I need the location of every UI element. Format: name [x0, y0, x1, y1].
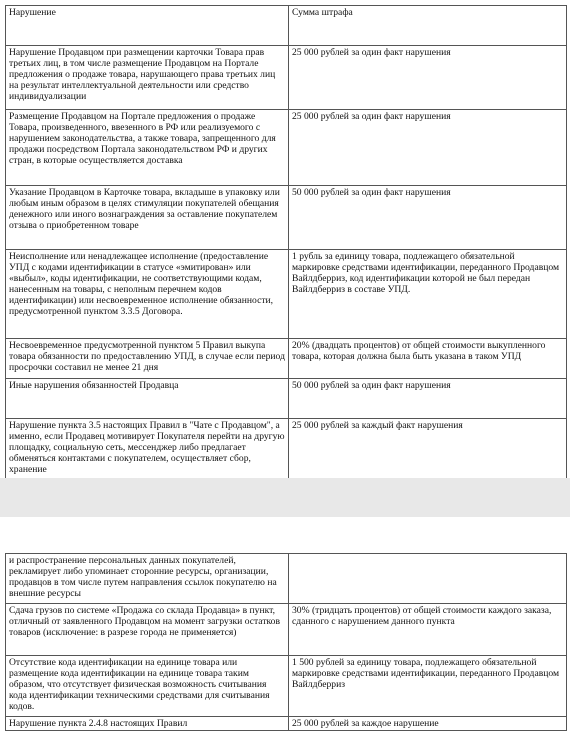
fine-cell: 50 000 рублей за один факт нарушения	[289, 379, 567, 419]
violation-cell: Указание Продавцом в Карточке товара, вкладыше в упаковку или любым иным образом в целях стимуляции покупателей обещания денежного или иного вознаграждения за оставление покупателем отзыва о приобретенном товаре	[6, 186, 289, 250]
header-violation: Нарушение	[6, 6, 289, 46]
violation-cell: Отсутствие кода идентификации на единице товара или размещение кода идентификации на единице товара таким образом, что отсутствует физическая возможность считывания кода идентификации техническими средствами для считывания кодов.	[6, 656, 289, 717]
table-row	[6, 379, 567, 419]
violation-cell: Иные нарушения обязанностей Продавца	[6, 379, 289, 419]
fine-cell: 1 500 рублей за единицу товара, подлежащего обязательной маркировке средствами идентификации, переданного Продавцом Вайлдберриз	[289, 656, 567, 717]
violation-cell: Нарушение пункта 3.5 настоящих Правил в "Чате с Продавцом", а именно, если Продавец мотивирует Покупателя перейти на другую площадку, социальную сеть, мессенджер либо предлагает обменяться контактами с покупателем, осуществляет сбор, хранение	[6, 419, 289, 479]
table-row	[6, 717, 567, 731]
page-break-gap	[0, 478, 570, 517]
table-row	[6, 604, 567, 656]
table-row	[6, 186, 567, 250]
table-row	[6, 554, 567, 604]
fines-table-bottom	[5, 553, 567, 731]
fine-cell	[289, 554, 567, 604]
table-row	[6, 339, 567, 379]
fine-cell: 1 рубль за единицу товара, подлежащего обязательной маркировке средствами идентификации, переданного Продавцом Вайлдберриз, код идентификации которой не был передан Вайлдберриз в составе УПД.	[289, 250, 567, 339]
header-fine: Сумма штрафа	[289, 6, 567, 46]
document-page-bottom	[0, 517, 570, 733]
fine-cell: 25 000 рублей за каждое нарушение	[289, 717, 567, 731]
table-row	[6, 46, 567, 110]
fine-cell: 50 000 рублей за один факт нарушения	[289, 186, 567, 250]
fine-cell: 25 000 рублей за один факт нарушения	[289, 46, 567, 110]
violation-cell: Несвоевременное предусмотренной пунктом 5 Правил выкупа товара обязанности по предоставлению УПД, в случае если период просрочки составил не менее 21 дня	[6, 339, 289, 379]
fine-cell: 25 000 рублей за один факт нарушения	[289, 110, 567, 186]
violation-cell: Сдача грузов по системе «Продажа со склада Продавца» в пункт, отличный от заявленного Продавцом на момент загрузки остатков товаров (исключение: в разрезе города не применяется)	[6, 604, 289, 656]
table-row	[6, 419, 567, 479]
violation-cell: Неисполнение или ненадлежащее исполнение (предоставление УПД с кодами идентификации в статусе «эмитирован» или «выбыл», коды идентификации, не соответствующими кодам, нанесенным на товары, с неполным перечнем кодов идентификации) или несвоевременное исполнение обязанности, предусмотренной пунктом 3.3.5 Договора.	[6, 250, 289, 339]
violation-cell: Нарушение Продавцом при размещении карточки Товара прав третьих лиц, в том числе размещение Продавцом на Портале предложения о продаже товара, нарушающего права третьих лиц на результат интеллектуальной деятельности или средство индивидуализации	[6, 46, 289, 110]
fine-cell: 30% (тридцать процентов) от общей стоимости каждого заказа, сданного с нарушением данного пункта	[289, 604, 567, 656]
fine-cell: 20% (двадцать процентов) от общей стоимости выкупленного товара, которая должна была быть указана в таком УПД	[289, 339, 567, 379]
violation-cell: и распространение персональных данных покупателей, рекламирует либо упоминает сторонние ресурсы, организации, продавцов в том числе путем направления ссылок покупателю на внешние ресурсы	[6, 554, 289, 604]
fine-cell: 25 000 рублей за каждый факт нарушения	[289, 419, 567, 479]
fines-table-top	[5, 5, 567, 478]
table-row	[6, 656, 567, 717]
violation-cell: Нарушение пункта 2.4.8 настоящих Правил	[6, 717, 289, 731]
table-row	[6, 250, 567, 339]
table-header-row	[6, 6, 567, 46]
table-row	[6, 110, 567, 186]
violation-cell: Размещение Продавцом на Портале предложения о продаже Товара, произведенного, ввезенного в РФ или реализуемого с нарушением законодательства, а также товара, запрещенного для продажи посредством Портала законодательством РФ и других стран, в которые осуществляется доставка	[6, 110, 289, 186]
